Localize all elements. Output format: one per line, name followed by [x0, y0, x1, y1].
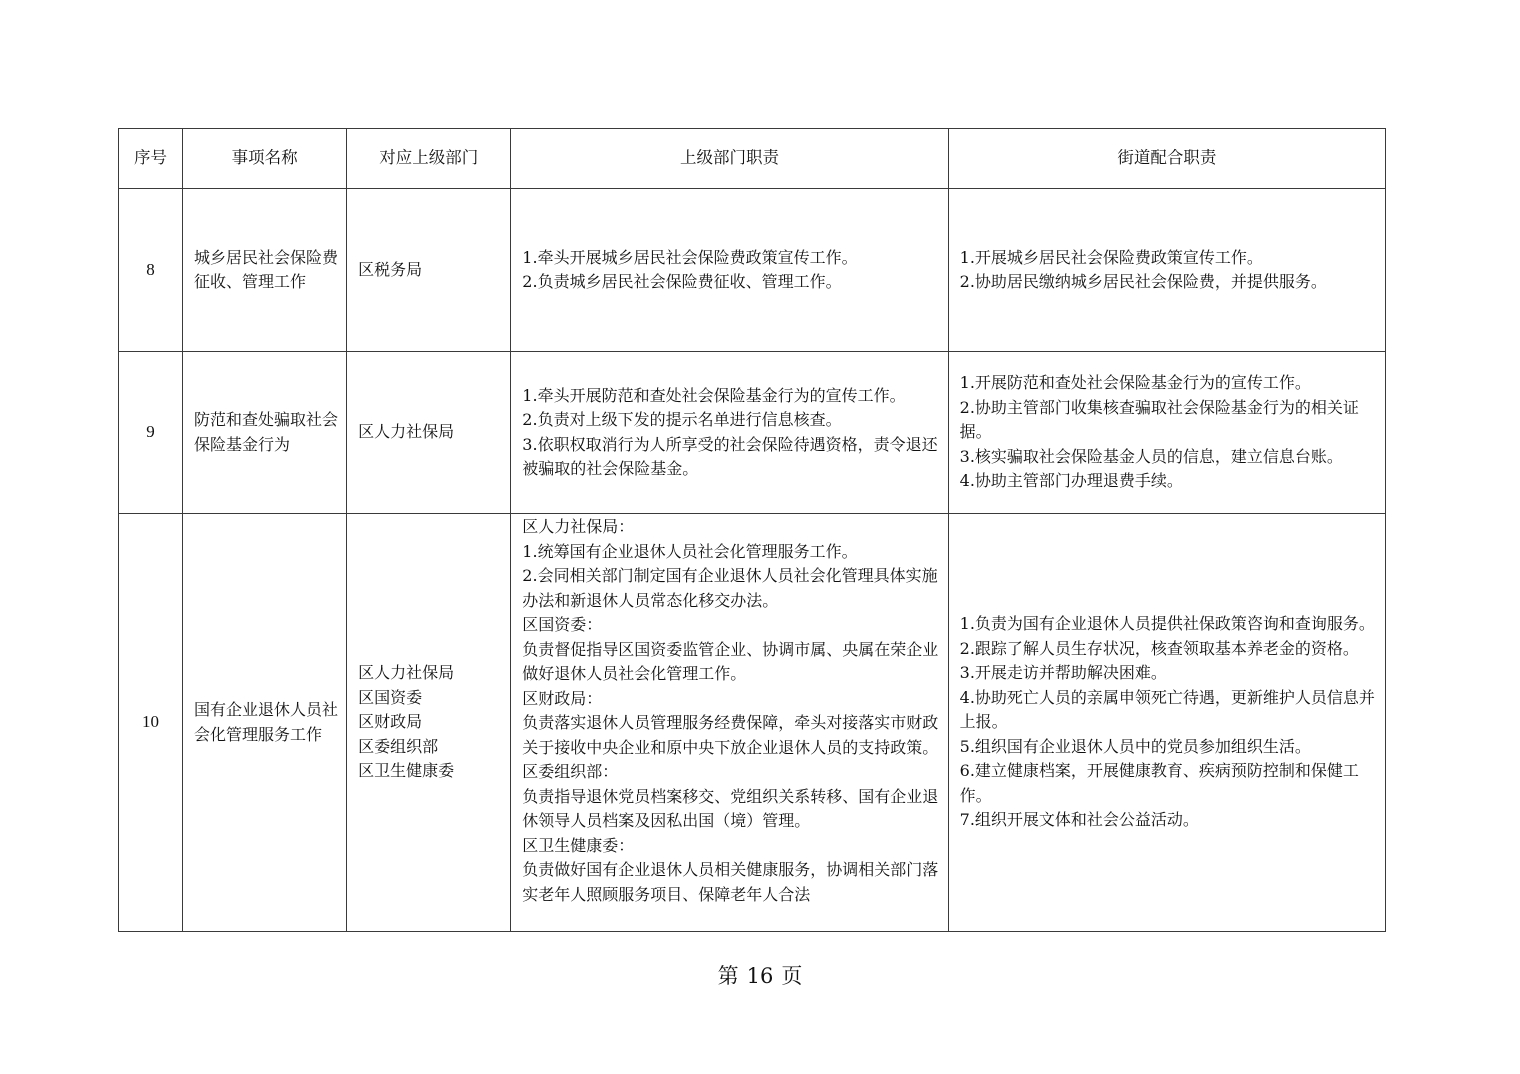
dept-line: 区财政局	[358, 712, 423, 732]
page-number: 16	[746, 964, 774, 988]
header-street-duties: 街道配合职责	[948, 129, 1385, 189]
header-upper-duties: 上级部门职责	[511, 129, 948, 189]
duty-line: 1.开展城乡居民社会保险费政策宣传工作。	[959, 247, 1263, 267]
dept-heading: 区国资委：	[522, 615, 603, 634]
dept-line: 区人力社保局	[358, 422, 455, 442]
duty-line: 1.统筹国有企业退休人员社会化管理服务工作。	[522, 541, 858, 561]
header-seq: 序号	[119, 129, 183, 189]
row-seq: 10	[119, 514, 183, 932]
duty-line: 负责落实退休人员管理服务经费保障，牵头对接落实市财政关于接收中央企业和原中央下放企业退休人员的支持政策。	[522, 713, 939, 757]
table-row	[119, 189, 1386, 352]
row-seq: 8	[119, 189, 183, 352]
duty-line: 2.协助主管部门收集核查骗取社会保险基金行为的相关证据。	[959, 397, 1359, 442]
page-prefix: 第	[717, 964, 739, 988]
row-item-name	[183, 514, 347, 932]
responsibility-table	[118, 128, 1386, 932]
duty-line: 2.负责对上级下发的提示名单进行信息核查。	[522, 410, 842, 429]
row-item-name	[183, 352, 347, 514]
page-suffix: 页	[781, 964, 803, 988]
header-name: 事项名称	[183, 129, 347, 189]
table-row	[119, 352, 1386, 514]
duty-line: 4.协助主管部门办理退费手续。	[959, 471, 1183, 491]
item-name-text: 防范和查处骗取社会保险基金行为	[194, 410, 339, 454]
dept-line: 区卫生健康委	[358, 761, 455, 781]
dept-heading: 区财政局：	[522, 688, 603, 708]
dept-heading: 区人力社保局：	[522, 517, 635, 536]
duty-line: 3.开展走访并帮助解决困难。	[959, 663, 1167, 683]
header-dept: 对应上级部门	[347, 129, 511, 189]
duty-line: 3.依职权取消行为人所享受的社会保险待遇资格，责令退还被骗取的社会保险基金。	[522, 434, 938, 478]
duty-line: 5.组织国有企业退休人员中的党员参加组织生活。	[959, 736, 1311, 756]
duty-line: 1.牵头开展防范和查处社会保险基金行为的宣传工作。	[522, 385, 906, 405]
dept-line: 区人力社保局	[358, 663, 455, 683]
item-name-text: 城乡居民社会保险费征收、管理工作	[194, 247, 339, 291]
duty-line: 1.牵头开展城乡居民社会保险费政策宣传工作。	[522, 247, 858, 267]
dept-heading: 区卫生健康委：	[522, 835, 635, 855]
row-seq: 9	[119, 352, 183, 514]
duty-line: 1.负责为国有企业退休人员提供社保政策咨询和查询服务。	[959, 614, 1375, 634]
duty-line: 6.建立健康档案，开展健康教育、疾病预防控制和保健工作。	[959, 761, 1359, 805]
duty-line: 负责督促指导区国资委监管企业、协调市属、央属在荣企业做好退休人员社会化管理工作。	[522, 639, 939, 683]
duty-line: 3.核实骗取社会保险基金人员的信息，建立信息台账。	[959, 446, 1343, 466]
item-name-text: 国有企业退休人员社会化管理服务工作	[194, 700, 339, 744]
row-upper-duties	[511, 514, 948, 932]
duty-line: 负责指导退休党员档案移交、党组织关系转移、国有企业退休领导人员档案及因私出国（境）管理。	[522, 786, 939, 830]
row-dept	[347, 352, 511, 514]
duty-line: 7.组织开展文体和社会公益活动。	[959, 810, 1199, 830]
row-upper-duties	[511, 352, 948, 514]
row-dept	[347, 514, 511, 932]
duty-line: 4.协助死亡人员的亲属申领死亡待遇，更新维护人员信息并上报。	[959, 687, 1375, 732]
table-row	[119, 514, 1386, 932]
dept-heading: 区委组织部：	[522, 762, 619, 781]
table-header-row	[119, 129, 1386, 189]
duty-line: 2.跟踪了解人员生存状况，核查领取基本养老金的资格。	[959, 638, 1359, 658]
dept-line: 区国资委	[358, 687, 423, 707]
row-upper-duties	[511, 189, 948, 352]
page-footer	[0, 958, 1520, 994]
duty-line: 2.协助居民缴纳城乡居民社会保险费，并提供服务。	[959, 272, 1327, 291]
duty-line: 2.负责城乡居民社会保险费征收、管理工作。	[522, 272, 842, 291]
row-item-name	[183, 189, 347, 352]
row-street-duties	[948, 514, 1385, 932]
row-street-duties	[948, 352, 1385, 514]
duty-line: 2.会同相关部门制定国有企业退休人员社会化管理具体实施办法和新退休人员常态化移交办法。	[522, 566, 938, 610]
dept-line: 区委组织部	[358, 736, 439, 756]
duty-line: 1.开展防范和查处社会保险基金行为的宣传工作。	[959, 373, 1311, 393]
row-dept	[347, 189, 511, 352]
row-street-duties	[948, 189, 1385, 352]
duty-line: 负责做好国有企业退休人员相关健康服务，协调相关部门落实老年人照顾服务项目、保障老年人合法	[522, 860, 939, 904]
dept-line: 区税务局	[358, 259, 423, 279]
